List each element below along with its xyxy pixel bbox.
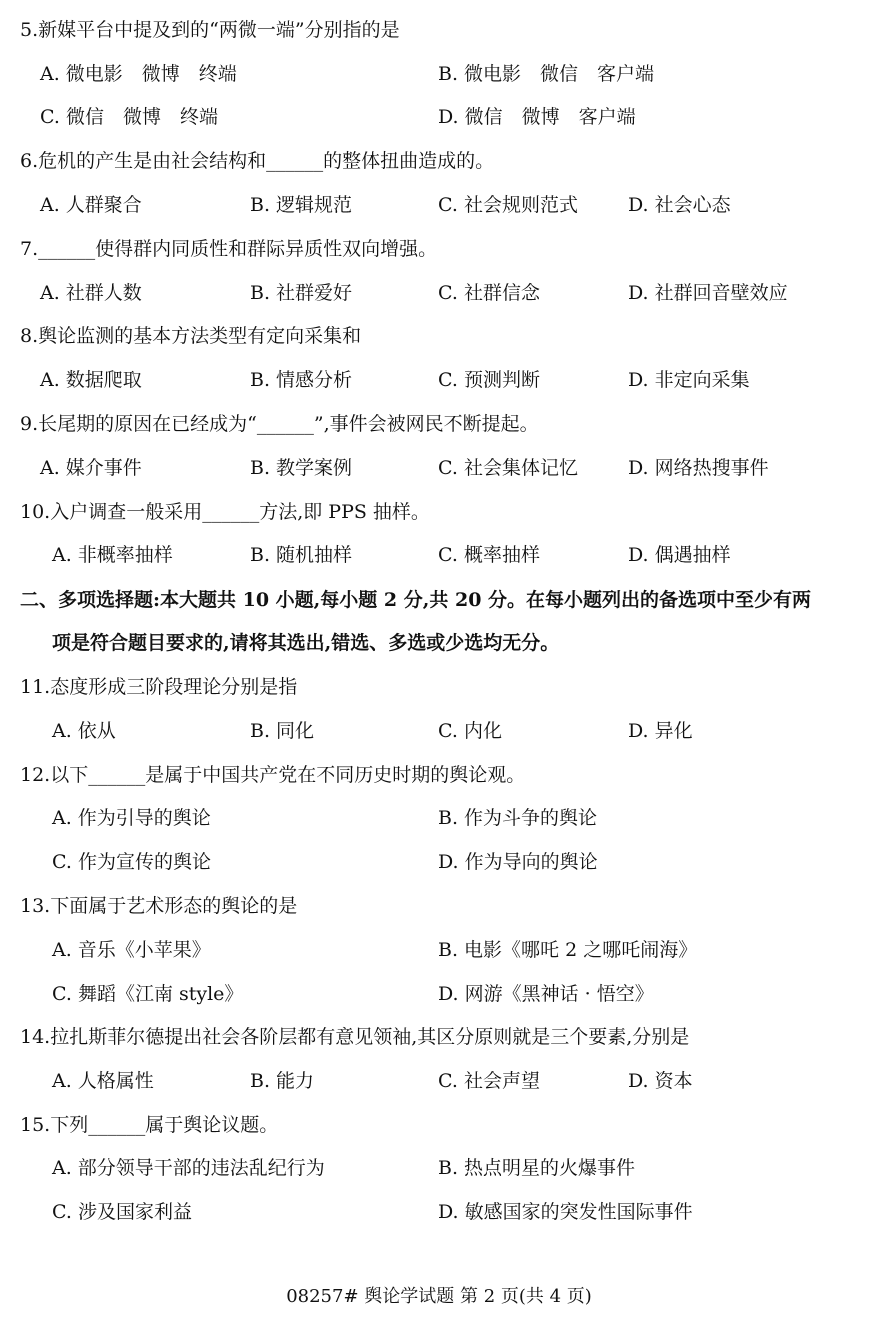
option-a: A. 人群聚合	[40, 194, 142, 216]
question-7	[20, 237, 437, 261]
option-c: C. 作为宣传的舆论	[52, 851, 211, 873]
question-number: 12.	[20, 764, 51, 786]
question-6	[20, 149, 494, 173]
question-text: 舆论监测的基本方法类型有定向采集和	[38, 325, 362, 347]
question-number: 14.	[20, 1026, 51, 1048]
option-b: B. 能力	[250, 1070, 315, 1092]
option-d: D. 敏感国家的突发性国际事件	[438, 1201, 693, 1223]
option-c: C. 概率抽样	[438, 544, 540, 566]
option-c: C. 舞蹈《江南 style》	[52, 983, 244, 1005]
option-b: B. 情感分析	[250, 369, 353, 391]
question-number: 6.	[20, 150, 39, 172]
option-d: D. 网游《黑神话 · 悟空》	[438, 983, 654, 1005]
question-number: 7.	[20, 238, 39, 260]
option-a: A. 非概率抽样	[52, 544, 173, 566]
question-text: 以下______是属于中国共产党在不同历史时期的舆论观。	[50, 764, 526, 786]
question-text: 新媒平台中提及到的“两微一端”分别指的是	[38, 19, 400, 41]
question-11	[20, 675, 297, 699]
option-d: D. 非定向采集	[628, 369, 750, 391]
option-d: D. 偶遇抽样	[628, 544, 731, 566]
option-c: C. 涉及国家利益	[52, 1201, 192, 1223]
option-b: B. 逻辑规范	[250, 194, 353, 216]
option-b: B. 热点明星的火爆事件	[438, 1157, 636, 1179]
option-c: C. 社会集体记忆	[438, 457, 578, 479]
question-text: 入户调查一般采用______方法,即 PPS 抽样。	[50, 501, 430, 523]
question-number: 15.	[20, 1114, 51, 1136]
question-text: 下面属于艺术形态的舆论的是	[50, 895, 298, 917]
option-c: C. 社会规则范式	[438, 194, 578, 216]
option-a: A. 音乐《小苹果》	[52, 939, 211, 961]
question-text: 下列______属于舆论议题。	[50, 1114, 279, 1136]
question-text: 危机的产生是由社会结构和______的整体扭曲造成的。	[38, 150, 495, 172]
option-b: B. 教学案例	[250, 457, 353, 479]
option-d: D. 异化	[628, 720, 693, 742]
option-a: A. 数据爬取	[40, 369, 142, 391]
question-9	[20, 412, 539, 436]
option-d: D. 社群回音壁效应	[628, 282, 788, 304]
option-a: A. 依从	[52, 720, 116, 742]
question-text: 长尾期的原因在已经成为“______”,事件会被网民不断提起。	[38, 413, 539, 435]
question-number: 5.	[20, 19, 39, 41]
question-number: 9.	[20, 413, 39, 435]
question-number: 8.	[20, 325, 39, 347]
option-a: A. 人格属性	[52, 1070, 154, 1092]
question-15	[20, 1113, 278, 1137]
question-number: 13.	[20, 895, 51, 917]
option-d: D. 微信 微博 客户端	[438, 106, 636, 128]
option-d: D. 社会心态	[628, 194, 731, 216]
option-d: D. 作为导向的舆论	[438, 851, 598, 873]
option-a: A. 媒介事件	[40, 457, 142, 479]
option-d: D. 网络热搜事件	[628, 457, 769, 479]
question-text: ______使得群内同质性和群际异质性双向增强。	[38, 238, 438, 260]
option-c: C. 社会声望	[438, 1070, 540, 1092]
option-b: B. 电影《哪吒 2 之哪吒闹海》	[438, 939, 698, 961]
option-b: B. 同化	[250, 720, 315, 742]
section-heading: 二、多项选择题:本大题共 10 小题,每小题 2 分,共 20 分。在每小题列出的备选项中至少有两	[20, 589, 812, 611]
question-number: 10.	[20, 501, 51, 523]
section-heading-continued: 项是符合题目要求的,请将其选出,错选、多选或少选均无分。	[52, 632, 560, 654]
option-c: C. 微信 微博 终端	[40, 106, 218, 128]
option-c: C. 预测判断	[438, 369, 540, 391]
question-5	[20, 18, 400, 42]
option-d: D. 资本	[628, 1070, 693, 1092]
option-a: A. 作为引导的舆论	[52, 807, 211, 829]
question-text: 拉扎斯菲尔德提出社会各阶层都有意见领袖,其区分原则就是三个要素,分别是	[50, 1026, 690, 1048]
question-8	[20, 324, 361, 348]
option-c: C. 社群信念	[438, 282, 540, 304]
option-c: C. 内化	[438, 720, 502, 742]
question-14	[20, 1025, 689, 1049]
page-footer: 08257# 舆论学试题 第 2 页(共 4 页)	[286, 1286, 592, 1307]
option-b: B. 社群爱好	[250, 282, 353, 304]
question-12	[20, 763, 525, 787]
option-b: B. 随机抽样	[250, 544, 353, 566]
option-a: A. 部分领导干部的违法乱纪行为	[52, 1157, 325, 1179]
option-b: B. 作为斗争的舆论	[438, 807, 598, 829]
question-number: 11.	[20, 676, 51, 698]
question-10	[20, 500, 430, 524]
question-13	[20, 894, 297, 918]
option-a: A. 社群人数	[40, 282, 142, 304]
option-a: A. 微电影 微博 终端	[40, 63, 237, 85]
question-text: 态度形成三阶段理论分别是指	[50, 676, 298, 698]
option-b: B. 微电影 微信 客户端	[438, 63, 655, 85]
